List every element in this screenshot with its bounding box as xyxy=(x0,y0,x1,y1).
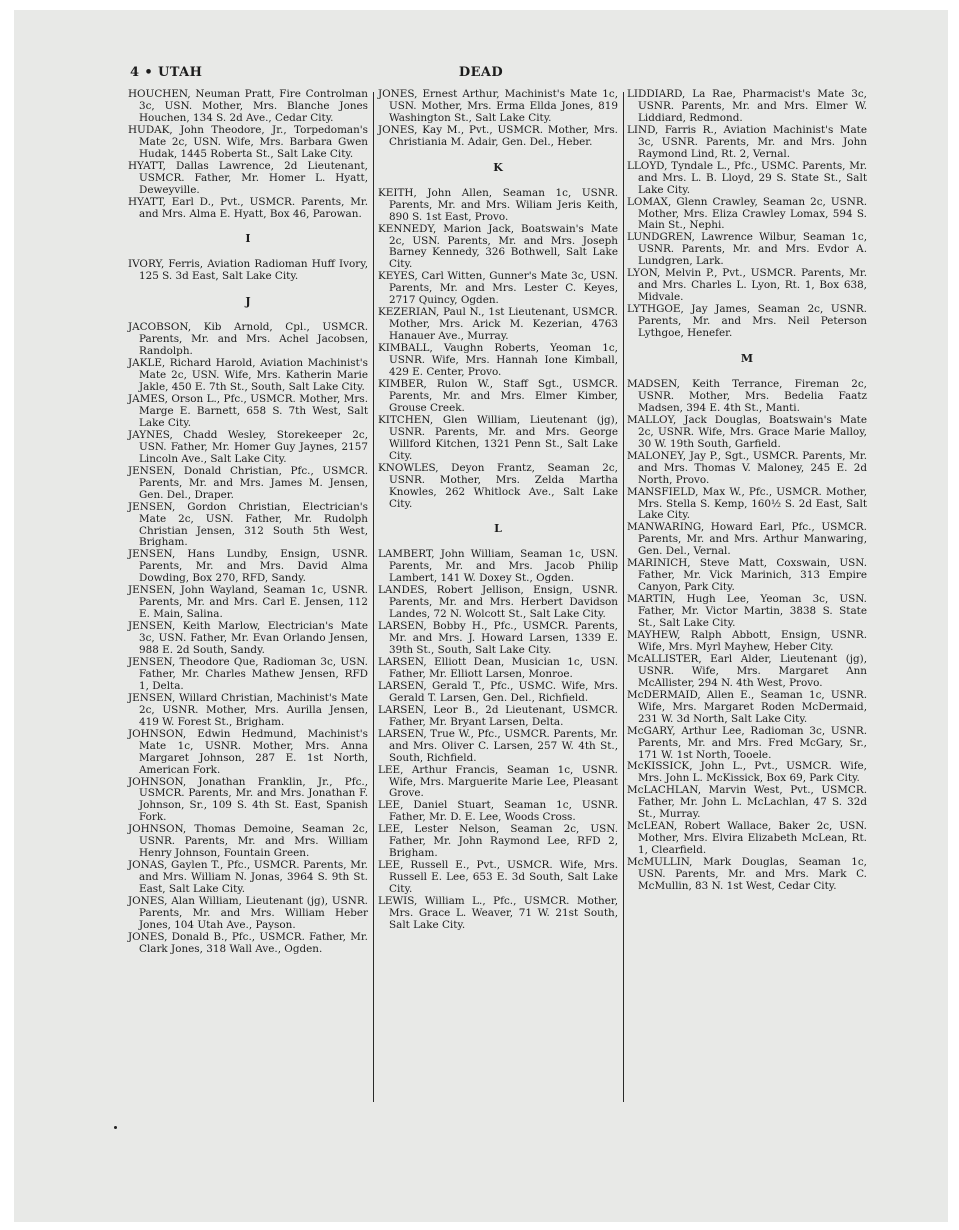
section-letter: L xyxy=(494,522,502,536)
casualty-entry: LANDES, Robert Jellison, Ensign, USNR. Parents, Mr. and Mrs. Herbert Davidson Landes, 72 N. Wolcott St., Salt Lake City. xyxy=(378,584,618,621)
casualty-entry: MARINICH, Steve Matt, Coxswain, USN. Father, Mr. Vick Marinich, 313 Empire Canyon, Park City. xyxy=(627,557,867,594)
casualty-entry: JAMES, Orson L., Pfc., USMCR. Mother, Mrs. Marge E. Barnett, 658 S. 7th West, Salt Lake City. xyxy=(128,393,368,429)
casualty-entry: JENSEN, Donald Christian, Pfc., USMCR. Parents, Mr. and Mrs. James M. Jensen, Gen. Del., Draper. xyxy=(128,464,368,501)
casualty-entry: JACOBSON, Kib Arnold, Cpl., USMCR. Parents, Mr. and Mrs. Achel Jacobsen, Randolph. xyxy=(128,321,368,358)
casualty-entry: JOHNSON, Edwin Hedmund, Machinist's Mate 1c, USNR. Mother, Mrs. Anna Margaret Johnson, 287 E. 1st North, American Fork. xyxy=(128,727,368,776)
casualty-entry: LEE, Daniel Stuart, Seaman 1c, USNR. Father, Mr. D. E. Lee, Woods Cross. xyxy=(378,799,618,824)
casualty-entry: LLOYD, Tyndale L., Pfc., USMC. Parents, Mr. and Mrs. L. B. Lloyd, 29 S. State St., Salt Lake City. xyxy=(627,159,867,196)
casualty-entry: MADSEN, Keith Terrance, Fireman 2c, USNR. Mother, Mrs. Bedelia Faatz Madsen, 394 E. 4th St., Manti. xyxy=(627,377,867,414)
casualty-entry: LARSEN, Elliott Dean, Musician 1c, USN. Father, Mr. Elliott Larsen, Monroe. xyxy=(378,655,618,680)
casualty-entry: LYTHGOE, Jay James, Seaman 2c, USNR. Parents, Mr. and Mrs. Neil Peterson Lythgoe, Henefer. xyxy=(627,303,867,340)
casualty-entry: McKISSICK, John L., Pvt., USMCR. Wife, Mrs. John L. McKissick, Box 69, Park City. xyxy=(627,760,867,785)
casualty-entry: JOHNSON, Jonathan Franklin, Jr., Pfc., USMCR. Parents, Mr. and Mrs. Jonathan F. Johnson, Sr., 109 S. 4th St. East, Spanish Fork. xyxy=(128,775,368,824)
casualty-entry: MANWARING, Howard Earl, Pfc., USMCR. Parents, Mr. and Mrs. Arthur Manwaring, Gen. Del., Vernal. xyxy=(627,521,867,558)
document-page xyxy=(14,10,948,1222)
casualty-entry: JONAS, Gaylen T., Pfc., USMCR. Parents, Mr. and Mrs. William N. Jonas, 3964 S. 9th St. East, Salt Lake City. xyxy=(128,859,368,896)
casualty-entry: JONES, Kay M., Pvt., USMCR. Mother, Mrs. Christiania M. Adair, Gen. Del., Heber. xyxy=(378,123,618,148)
casualty-entry: MARTIN, Hugh Lee, Yeoman 3c, USN. Father, Mr. Victor Martin, 3838 S. State St., Salt Lake City. xyxy=(627,593,867,630)
casualty-entry: HYATT, Earl D., Pvt., USMCR. Parents, Mr. and Mrs. Alma E. Hyatt, Box 46, Parowan. xyxy=(128,195,368,220)
column-1 xyxy=(128,89,368,956)
casualty-entry: LEE, Arthur Francis, Seaman 1c, USNR. Wife, Mrs. Marguerite Marie Lee, Pleasant Grove. xyxy=(378,763,618,800)
casualty-entry: MALLOY, Jack Douglas, Boatswain's Mate 2c, USNR. Wife, Mrs. Grace Marie Malloy, 30 W. 19th South, Garfield. xyxy=(627,413,867,450)
column-divider xyxy=(623,92,624,1102)
page-section-title: DEAD xyxy=(458,65,504,80)
casualty-entry: LEE, Lester Nelson, Seaman 2c, USN. Father, Mr. John Raymond Lee, RFD 2, Brigham. xyxy=(378,823,618,860)
casualty-entry: JENSEN, Keith Marlow, Electrician's Mate 3c, USN. Father, Mr. Evan Orlando Jensen, 988 E. 2d South, Sandy. xyxy=(128,620,368,657)
casualty-entry: LOMAX, Glenn Crawley, Seaman 2c, USNR. Mother, Mrs. Eliza Crawley Lomax, 594 S. Main St., Nephi. xyxy=(627,195,867,232)
casualty-entry: HUDAK, John Theodore, Jr., Torpedoman's Mate 2c, USN. Wife, Mrs. Barbara Gwen Hudak, 1445 Roberta St., Salt Lake City. xyxy=(128,123,368,160)
casualty-entry: LARSEN, Gerald T., Pfc., USMC. Wife, Mrs. Gerald T. Larsen, Gen. Del., Richfield. xyxy=(378,679,618,704)
casualty-entry: JENSEN, Theodore Que, Radioman 3c, USN. Father, Mr. Charles Mathew Jensen, RFD 1, Delta. xyxy=(128,655,368,692)
casualty-entry: KEYES, Carl Witten, Gunner's Mate 3c, USN. Parents, Mr. and Mrs. Lester C. Keyes, 2717 Quincy, Ogden. xyxy=(378,270,618,307)
casualty-entry: KEZERIAN, Paul N., 1st Lieutenant, USMCR. Mother, Mrs. Arick M. Kezerian, 4763 Hanauer Ave., Murray. xyxy=(378,306,618,343)
casualty-entry: JENSEN, Gordon Christian, Electrician's Mate 2c, USN. Father, Mr. Rudolph Christian Jensen, 312 South 5th West, Brigham. xyxy=(128,500,368,549)
casualty-entry: McMULLIN, Mark Douglas, Seaman 1c, USN. Parents, Mr. and Mrs. Mark C. McMullin, 83 N. 1st West, Cedar City. xyxy=(627,856,867,892)
casualty-entry: McGARY, Arthur Lee, Radioman 3c, USNR. Parents, Mr. and Mrs. Fred McGary, Sr., 171 W. 1st North, Tooele. xyxy=(627,724,867,761)
casualty-entry: JENSEN, John Wayland, Seaman 1c, USNR. Parents, Mr. and Mrs. Carl E. Jensen, 112 E. Main, Salina. xyxy=(128,584,368,621)
casualty-entry: JENSEN, Hans Lundby, Ensign, USNR. Parents, Mr. and Mrs. David Alma Dowding, Box 270, RFD, Sandy. xyxy=(128,548,368,585)
casualty-entry: McALLISTER, Earl Alder, Lieutenant (jg), USNR. Wife, Mrs. Margaret Ann McAllister, 294 N. 4th West, Provo. xyxy=(627,652,867,689)
margin-dot xyxy=(114,1126,117,1129)
casualty-entry: HOUCHEN, Neuman Pratt, Fire Controlman 3c, USN. Mother, Mrs. Blanche Jones Houchen, 134 S. 2d Ave., Cedar City. xyxy=(128,88,368,124)
casualty-entry: KIMBALL, Vaughn Roberts, Yeoman 1c, USNR. Wife, Mrs. Hannah Ione Kimball, 429 E. Center, Provo. xyxy=(378,342,618,379)
casualty-entry: McLACHLAN, Marvin West, Pvt., USMCR. Father, Mr. John L. McLachlan, 47 S. 32d St., Murray. xyxy=(627,784,867,821)
column-2 xyxy=(378,89,618,932)
casualty-entry: JENSEN, Willard Christian, Machinist's Mate 2c, USNR. Mother, Mrs. Aurilla Jensen, 419 W. Forest St., Brigham. xyxy=(128,691,368,728)
casualty-entry: KNOWLES, Deyon Frantz, Seaman 2c, USNR. Mother, Mrs. Zelda Martha Knowles, 262 Whitlock Ave., Salt Lake City. xyxy=(378,461,618,510)
casualty-entry: KEITH, John Allen, Seaman 1c, USNR. Parents, Mr. and Mrs. Wiliam Jeris Keith, 890 S. 1st East, Provo. xyxy=(378,186,618,223)
casualty-entry: KIMBER, Rulon W., Staff Sgt., USMCR. Parents, Mr. and Mrs. Elmer Kimber, Grouse Creek. xyxy=(378,377,618,414)
casualty-entry: LARSEN, Bobby H., Pfc., USMCR. Parents, Mr. and Mrs. J. Howard Larsen, 1339 E. 39th St., South, Salt Lake City. xyxy=(378,620,618,657)
casualty-entry: HYATT, Dallas Lawrence, 2d Lieutenant, USMCR. Father, Mr. Homer L. Hyatt, Deweyville. xyxy=(128,159,368,196)
casualty-entry: MALONEY, Jay P., Sgt., USMCR. Parents, Mr. and Mrs. Thomas V. Maloney, 245 E. 2d North, Provo. xyxy=(627,449,867,486)
section-letter: I xyxy=(245,232,251,246)
section-letter: M xyxy=(740,352,754,366)
casualty-entry: LARSEN, Leor B., 2d Lieutenant, USMCR. Father, Mr. Bryant Larsen, Delta. xyxy=(378,703,618,728)
section-letter: K xyxy=(493,160,503,174)
casualty-entry: McDERMAID, Allen E., Seaman 1c, USNR. Wife, Mrs. Margaret Roden McDermaid, 231 W. 3d North, Salt Lake City. xyxy=(627,688,867,725)
casualty-entry: KENNEDY, Marion Jack, Boatswain's Mate 2c, USN. Parents, Mr. and Mrs. Joseph Barney Kennedy, 326 Bothwell, Salt Lake City. xyxy=(378,222,618,271)
casualty-entry: JONES, Ernest Arthur, Machinist's Mate 1c, USN. Mother, Mrs. Erma Ellda Jones, 819 Washington St., Salt Lake City. xyxy=(378,88,618,124)
casualty-entry: LYON, Melvin P., Pvt., USMCR. Parents, Mr. and Mrs. Charles L. Lyon, Rt. 1, Box 638, Midvale. xyxy=(627,267,867,304)
casualty-entry: LAMBERT, John William, Seaman 1c, USN. Parents, Mr. and Mrs. Jacob Philip Lambert, 141 W. Doxey St., Ogden. xyxy=(378,548,618,585)
column-3 xyxy=(627,89,867,893)
casualty-entry: JONES, Alan William, Lieutenant (jg), USNR. Parents, Mr. and Mrs. William Heber Jones, 104 Utah Ave., Payson. xyxy=(128,895,368,931)
page-number-state: 4 • UTAH xyxy=(130,65,203,80)
casualty-entry: MAYHEW, Ralph Abbott, Ensign, USNR. Wife, Mrs. Myrl Mayhew, Heber City. xyxy=(627,628,867,653)
casualty-entry: JAKLE, Richard Harold, Aviation Machinist's Mate 2c, USN. Wife, Mrs. Katherin Marie Jakle, 450 E. 7th St., South, Salt Lake City. xyxy=(128,357,368,394)
casualty-entry: LEE, Russell E., Pvt., USMCR. Wife, Mrs. Russell E. Lee, 653 E. 3d South, Salt Lake City. xyxy=(378,859,618,896)
casualty-entry: LIDDIARD, La Rae, Pharmacist's Mate 3c, USNR. Parents, Mr. and Mrs. Elmer W. Liddiard, Redmond. xyxy=(627,88,867,124)
section-letter: J xyxy=(245,295,251,309)
casualty-entry: JONES, Donald B., Pfc., USMCR. Father, Mr. Clark Jones, 318 Wall Ave., Ogden. xyxy=(128,930,368,955)
casualty-entry: JOHNSON, Thomas Demoine, Seaman 2c, USNR. Parents, Mr. and Mrs. William Henry Johnson, Fountain Green. xyxy=(128,823,368,860)
casualty-entry: LIND, Farris R., Aviation Machinist's Mate 3c, USNR. Parents, Mr. and Mrs. John Raymond Lind, Rt. 2, Vernal. xyxy=(627,123,867,160)
casualty-entry: MANSFIELD, Max W., Pfc., USMCR. Mother, Mrs. Stella S. Kemp, 160½ S. 2d East, Salt Lake City. xyxy=(627,485,867,522)
casualty-entry: LUNDGREN, Lawrence Wilbur, Seaman 1c, USNR. Parents, Mr. and Mrs. Evdor A. Lundgren, Lark. xyxy=(627,231,867,268)
casualty-entry: LARSEN, True W., Pfc., USMCR. Parents, Mr. and Mrs. Oliver C. Larsen, 257 W. 4th St., South, Richfield. xyxy=(378,727,618,764)
column-divider xyxy=(373,92,374,1102)
casualty-entry: McLEAN, Robert Wallace, Baker 2c, USN. Mother, Mrs. Elvira Elizabeth McLean, Rt. 1, Clearfield. xyxy=(627,820,867,857)
casualty-entry: KITCHEN, Glen William, Lieutenant (jg), USNR. Parents, Mr. and Mrs. George Willford Kitchen, 1321 Penn St., Salt Lake City. xyxy=(378,413,618,462)
casualty-entry: IVORY, Ferris, Aviation Radioman Huff Ivory, 125 S. 3d East, Salt Lake City. xyxy=(128,258,368,283)
casualty-entry: LEWIS, William L., Pfc., USMCR. Mother, Mrs. Grace L. Weaver, 71 W. 21st South, Salt Lake City. xyxy=(378,895,618,931)
casualty-entry: JAYNES, Chadd Wesley, Storekeeper 2c, USN. Father, Mr. Homer Guy Jaynes, 2157 Lincoln Ave., Salt Lake City. xyxy=(128,428,368,465)
